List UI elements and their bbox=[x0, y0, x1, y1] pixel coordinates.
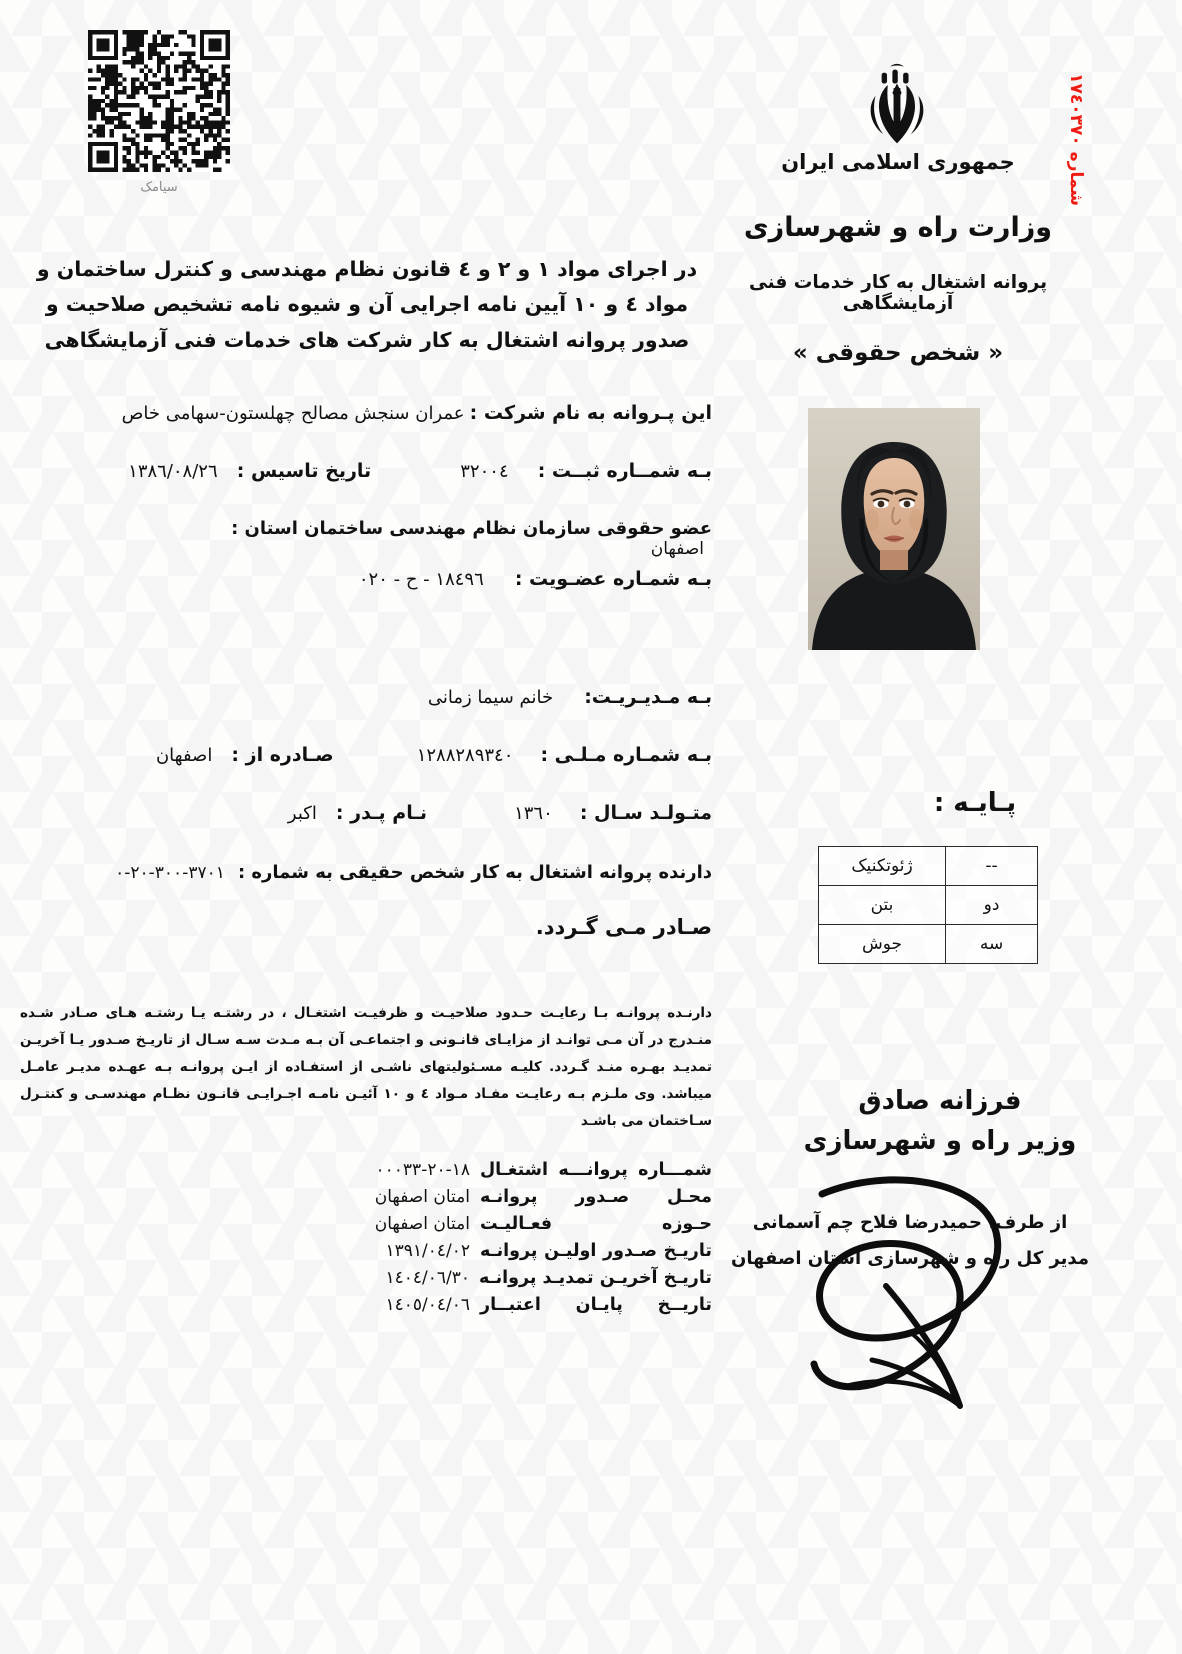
grade-field-geotechnic: ژئوتکنیک bbox=[819, 847, 946, 886]
grade-field-welding: جوش bbox=[819, 925, 946, 964]
activity-area-value: امتان اصفهان bbox=[374, 1214, 470, 1234]
national-id-value: ١٢٨٨٢٨٩٣٤٠ bbox=[416, 745, 514, 766]
qr-code bbox=[88, 30, 230, 172]
license-number-label: شمـــاره پروانـــه اشتغـال bbox=[480, 1160, 712, 1180]
grade-value-concrete: دو bbox=[946, 886, 1038, 925]
activity-area-label: حـوزه فعـالیـت bbox=[480, 1214, 712, 1234]
membership-number-value: ١٨٤٩٦ - ح - ٠٢٠ bbox=[358, 569, 484, 590]
signature-mark bbox=[760, 1160, 1100, 1440]
qr-caption-label: سیامک bbox=[140, 180, 178, 195]
company-name-value: عمران سنجش مصالح چهلستون-سهامی خاص bbox=[121, 403, 465, 424]
birth-year-value: ١٣٦٠ bbox=[514, 803, 553, 824]
grade-title: پـایـه : bbox=[933, 788, 1017, 818]
member-organization-label: عضو حقوقی سازمان نظام مهندسی ساختمان استان : bbox=[231, 518, 712, 539]
list-item bbox=[300, 1214, 712, 1234]
expiry-date-label: تاریــخ پایـان اعتبــار bbox=[480, 1295, 712, 1315]
qr-code-canvas bbox=[88, 30, 230, 172]
membership-number-row bbox=[300, 568, 712, 590]
list-item bbox=[300, 1187, 712, 1207]
registration-number-label: بـه شمــاره ثبــت : bbox=[537, 460, 712, 482]
grade-field-concrete: بتن bbox=[819, 886, 946, 925]
list-item bbox=[300, 1160, 712, 1180]
father-name-value: اکبر bbox=[287, 803, 317, 824]
manager-name-value: خانم سیما زمانی bbox=[427, 687, 554, 708]
holder-license-label: دارنده پروانه اشتغال به کار شخص حقیقی به شماره : bbox=[237, 862, 712, 883]
manager-label: بـه مـدیـریـت: bbox=[584, 686, 712, 708]
issue-place-value: امتان اصفهان bbox=[374, 1187, 470, 1207]
member-province-value: اصفهان bbox=[650, 539, 704, 559]
table-row bbox=[819, 886, 1038, 925]
minister-name: فرزانه صادق bbox=[858, 1086, 1022, 1116]
company-name-label: این پـروانه به نام شرکت : bbox=[469, 402, 712, 424]
national-id-label: بـه شمـاره مـلـی : bbox=[540, 744, 712, 766]
first-issue-date-value: ١٣٩١/٠٤/٠٢ bbox=[385, 1241, 470, 1261]
manager-row bbox=[230, 686, 712, 708]
license-type-title: پروانه اشتغال به کار خدمات فنی آزمایشگاهی bbox=[748, 272, 1048, 314]
minister-title: وزیر راه و شهرسازی bbox=[803, 1126, 1077, 1156]
signed-by-label: از طرف: حمیدرضا فلاح چم آسمانی bbox=[752, 1212, 1068, 1233]
member-organization-row bbox=[190, 518, 712, 559]
holder-license-value: ٣٧٠١-٣٠٠-٢٠-٠ bbox=[115, 863, 225, 883]
national-id-row bbox=[120, 744, 712, 766]
expiry-date-value: ١٤٠٥/٠٤/٠٦ bbox=[385, 1295, 470, 1315]
signer-title-label: مدیر کل راه و شهرسازی استان اصفهان bbox=[731, 1248, 1089, 1269]
holder-photo bbox=[808, 408, 980, 650]
table-row bbox=[819, 847, 1038, 886]
issued-from-label: صـادره از : bbox=[231, 744, 334, 766]
issued-from-value: اصفهان bbox=[155, 745, 213, 766]
list-item bbox=[300, 1295, 712, 1315]
legal-note-text: دارنـده پروانـه بـا رعایـت حـدود صلاحیـت و ظرفیـت اشتغـال ، در رشتـه یـا رشتـه هـای صـادر شـده منـدرج در آن مـی توانـد از مزایـای قانـونی و اجتماعـی آن بـه مـدت سـه سـال از تاریـخ صـدور یـا آخریـن تمدیـد بهـره منـد گـردد. کلیـه مسـئولیتهای ناشـی از استفـاده از ایـن پروانـه بـه عهـده مدیـر عامـل میباشد. وی ملـزم بـه رعایـت مفـاد مـواد ٤ و ١٠ آئیـن نامـه اجـرایـی قانـون نظـام مهندسـی و کنتـرل سـاختمان می باشـد bbox=[20, 1005, 713, 1129]
grade-table bbox=[818, 846, 1038, 964]
person-kind-label: « شخص حقوقی » bbox=[792, 340, 1004, 366]
founded-date-label: تاریخ تاسیس : bbox=[236, 460, 372, 482]
ministry-name: وزارت راه و شهرسازی bbox=[743, 212, 1053, 243]
last-renewal-date-label: تاریـخ آخریـن تمدیـد پروانـه bbox=[478, 1268, 712, 1288]
birth-row bbox=[130, 802, 712, 824]
country-name: جمهوری اسلامی ایران bbox=[781, 150, 1015, 174]
grade-value-welding: سه bbox=[946, 925, 1038, 964]
iran-emblem-icon bbox=[858, 62, 936, 148]
grade-value-geotechnic: -- bbox=[946, 847, 1038, 886]
list-item bbox=[300, 1268, 712, 1288]
license-number-value: ١٨-٢٠-٠٠٠٣٣ bbox=[375, 1160, 470, 1180]
registration-number-value: ٣٢٠٠٤ bbox=[460, 461, 509, 482]
registration-row bbox=[60, 460, 712, 482]
company-name-row bbox=[120, 402, 712, 424]
table-row bbox=[819, 925, 1038, 964]
holder-license-row bbox=[20, 862, 712, 883]
issue-place-label: محـل صـدور پروانـه bbox=[480, 1187, 712, 1207]
first-issue-date-label: تاریـخ صـدور اولیـن پروانـه bbox=[480, 1241, 712, 1261]
father-name-label: نـام پـدر : bbox=[335, 802, 427, 824]
last-renewal-date-value: ١٤٠٤/٠٦/٣٠ bbox=[385, 1268, 470, 1288]
serial-number: شماره ١٧٤٠٣٧٠ bbox=[1066, 73, 1086, 206]
founded-date-value: ١٣٨٦/٠٨/٢٦ bbox=[128, 461, 218, 482]
preamble-text: در اجرای مواد ١ و ٢ و ٤ قانون نظام مهندسی و کنترل ساختمان و مواد ٤ و ١٠ آیین نامه اجرایی آن و شیوه نامه تشخیص صلاحیت و صدور پروانه اشتغال به کار شرکت های خدمات فنی آزمایشگاهی bbox=[36, 257, 698, 352]
birth-year-label: متـولـد سـال : bbox=[579, 802, 712, 824]
membership-number-label: بـه شمـاره عضـویت : bbox=[514, 568, 712, 590]
list-item bbox=[300, 1241, 712, 1261]
issued-statement: صـادر مـی گـردد. bbox=[535, 915, 712, 939]
license-details-block bbox=[300, 1160, 712, 1322]
